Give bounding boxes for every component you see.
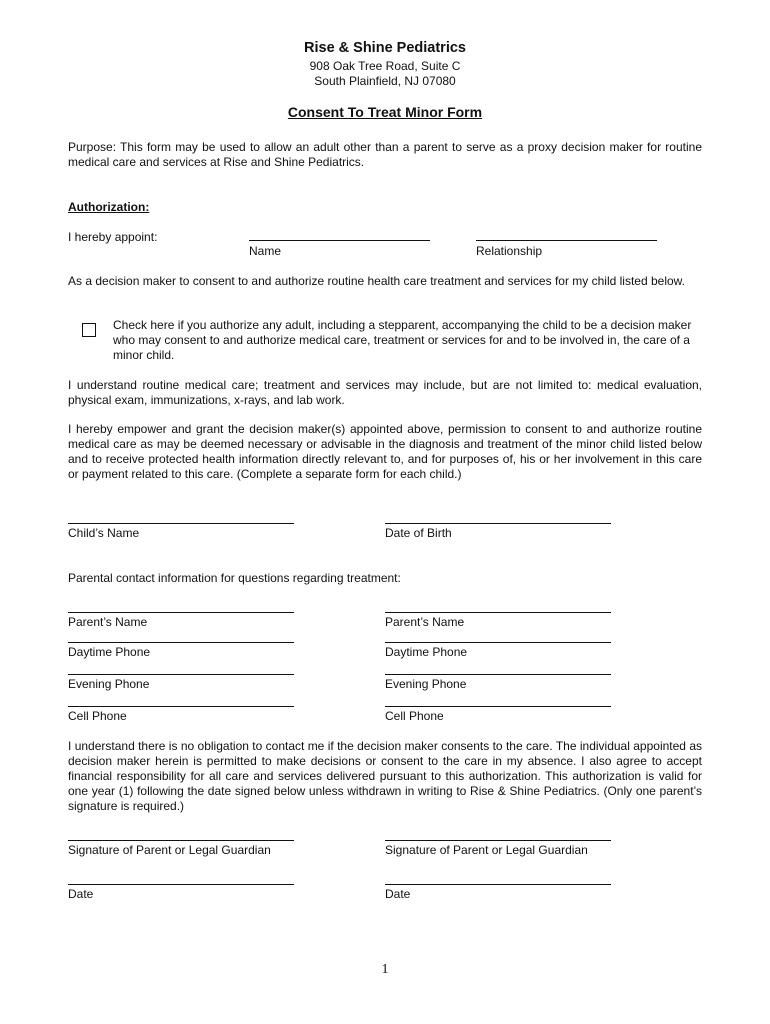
- right-cell-phone-label: Cell Phone: [385, 709, 444, 723]
- left-evening-phone-label: Evening Phone: [68, 677, 150, 691]
- page-number: 1: [381, 962, 389, 977]
- left-signature-label: Signature of Parent or Legal Guardian: [68, 843, 271, 857]
- left-parent-name-line[interactable]: [68, 612, 294, 613]
- appointee-name-label: Name: [249, 244, 282, 258]
- authorize-any-adult-checkbox[interactable]: [82, 323, 96, 337]
- left-cell-phone-line[interactable]: [68, 706, 294, 707]
- left-parent-name-label: Parent’s Name: [68, 615, 148, 629]
- appointee-relationship-line[interactable]: [476, 240, 657, 241]
- right-daytime-phone-label: Daytime Phone: [385, 645, 468, 659]
- authorization-heading: Authorization:: [68, 200, 150, 214]
- right-signature-line[interactable]: [385, 840, 611, 841]
- left-cell-phone-label: Cell Phone: [68, 709, 127, 723]
- child-name-label: Child’s Name: [68, 526, 140, 540]
- appointee-relationship-label: Relationship: [476, 244, 543, 258]
- address-line-2: South Plainfield, NJ 07080: [314, 74, 456, 88]
- right-evening-phone-line[interactable]: [385, 674, 611, 675]
- routine-care-paragraph: I understand routine medical care; treatment and services may include, but are not limited to: medical evaluation, physical exam, immunizations, x-rays, and lab work.: [68, 378, 702, 407]
- right-daytime-phone-line[interactable]: [385, 642, 611, 643]
- form-title: Consent To Treat Minor Form: [287, 104, 483, 120]
- right-cell-phone-line[interactable]: [385, 706, 611, 707]
- empower-paragraph: I hereby empower and grant the decision maker(s) appointed above, permission to consent to and authorize routine medical care as may be deemed necessary or advisable in the diagnosis and treatment of the minor child listed below and to receive protected health information directly relevant to, and for purposes of, his or her involvement in this care or payment related to this care. (Complete a separate form for each child.): [68, 422, 702, 481]
- purpose-paragraph: Purpose: This form may be used to allow an adult other than a parent to serve as a proxy decision maker for routine medical care and services at Rise and Shine Pediatrics.: [68, 140, 702, 169]
- obligation-paragraph: I understand there is no obligation to contact me if the decision maker consents to the care. The individual appointed as decision maker herein is permitted to make decisions or consent to the care in my absence. I also agree to accept financial responsibility for all care and services delivered pursuant to this authorization. This authorization is valid for one year (1) following the date signed below unless withdrawn in writing to Rise & Shine Pediatrics. (Only one parent’s signature is required.): [68, 739, 702, 813]
- left-signature-line[interactable]: [68, 840, 294, 841]
- left-daytime-phone-label: Daytime Phone: [68, 645, 151, 659]
- right-date-label: Date: [385, 887, 411, 901]
- left-date-line[interactable]: [68, 884, 294, 885]
- right-evening-phone-label: Evening Phone: [385, 677, 467, 691]
- right-signature-label: Signature of Parent or Legal Guardian: [385, 843, 588, 857]
- right-parent-name-label: Parent’s Name: [385, 615, 465, 629]
- right-date-line[interactable]: [385, 884, 611, 885]
- left-daytime-phone-line[interactable]: [68, 642, 294, 643]
- left-date-label: Date: [68, 887, 94, 901]
- child-dob-label: Date of Birth: [385, 526, 452, 540]
- child-dob-line[interactable]: [385, 523, 611, 524]
- decision-maker-paragraph: As a decision maker to consent to and authorize routine health care treatment and services for my child listed below.: [68, 274, 685, 288]
- address-line-1: 908 Oak Tree Road, Suite C: [309, 59, 461, 73]
- practice-name: Rise & Shine Pediatrics: [304, 40, 466, 56]
- child-name-line[interactable]: [68, 523, 294, 524]
- appoint-label: I hereby appoint:: [68, 230, 158, 244]
- parental-contact-intro: Parental contact information for questions regarding treatment:: [68, 571, 401, 585]
- right-parent-name-line[interactable]: [385, 612, 611, 613]
- appointee-name-line[interactable]: [249, 240, 430, 241]
- left-evening-phone-line[interactable]: [68, 674, 294, 675]
- checkbox-description: Check here if you authorize any adult, including a stepparent, accompanying the child to be a decision maker who may consent to and authorize medical care, treatment or services for and to be involved in, the care of a minor child.: [113, 318, 692, 362]
